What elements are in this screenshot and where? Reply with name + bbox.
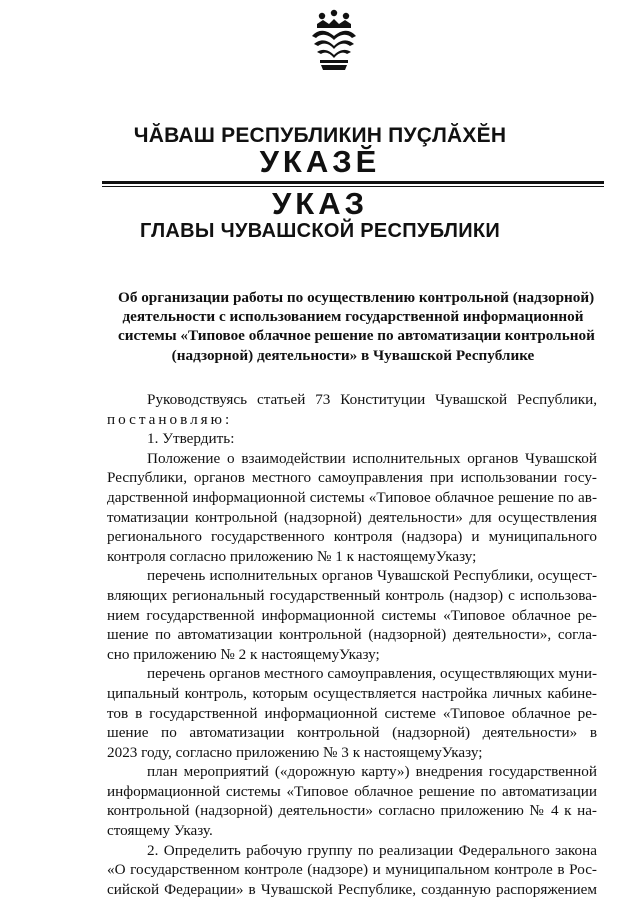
decree-title-line: (надзорной) деятельности» в Чувашской Республике — [171, 346, 535, 364]
body-line: информационной системы «Типовое облачное решение по автоматизации — [107, 782, 597, 800]
body-line: постановляю: — [107, 410, 233, 428]
body-line: вляющих региональный государственный контроль (надзор) с использова- — [107, 586, 597, 604]
body-line: ципальный контроль, которым осуществляется настройка личных кабине- — [107, 684, 597, 702]
header-chuvash-authority: ЧĂВАШ РЕСПУБЛИКИН ПУÇЛĂХĔН — [133, 124, 507, 147]
body-line: перечень органов местного самоуправления, осуществляющих муни- — [147, 665, 597, 683]
body-line: шение по автоматизации контрольной (надзорной) деятельности» в — [107, 724, 597, 742]
header-russian-authority: ГЛАВЫ ЧУВАШСКОЙ РЕСПУБЛИКИ — [139, 220, 501, 242]
body-line: контроля согласно приложению № 1 к настоящемуУказу; — [107, 547, 477, 565]
body-line: сийской Федерации» в Чувашской Республике, созданную распоряжением — [107, 880, 597, 898]
body-line: дарственной информационной системы «Типовое облачное решение по ав- — [107, 488, 597, 506]
body-line: сно приложению № 2 к настоящемуУказу; — [107, 645, 380, 663]
body-line: 1. Утвердить: — [147, 430, 235, 448]
body-line: план мероприятий («дорожную карту») внедрения государственной — [147, 763, 597, 781]
chuvash-emblem-icon — [309, 8, 359, 78]
body-line: томатизации контрольной (надзорной) деятельности» для осуществления — [107, 508, 597, 526]
body-line: контрольной (надзорной) деятельности» согласно приложению № 4 к на- — [107, 802, 597, 820]
decree-title-line: Об организации работы по осуществлению контрольной (надзорной) — [118, 289, 595, 306]
body-line: 2023 году, согласно приложению № 3 к настоящемуУказу; — [107, 743, 483, 761]
decree-body — [107, 390, 597, 899]
body-line: шение по автоматизации контрольной (надзорной) деятельности», согла- — [107, 626, 597, 644]
polozhenie-paragraph — [107, 449, 597, 567]
item-1-paragraph — [107, 429, 597, 449]
body-line: перечень исполнительных органов Чувашской Республики, осущест- — [147, 567, 597, 585]
body-line: регионального государственного контроля (надзора) и муниципального — [107, 528, 597, 546]
body-line: «О государственном контроле (надзоре) и муниципальном контроле в Рос- — [107, 861, 597, 879]
header-russian-decree: УКАЗ — [271, 186, 368, 221]
body-line: Положение о взаимодействии исполнительных органов Чувашской — [147, 449, 597, 467]
body-line: тов в государственной информационной системе «Типовое облачное ре- — [107, 704, 597, 722]
perechen-isp-paragraph — [107, 566, 597, 664]
decree-title — [118, 288, 595, 365]
decree-title-line: системы «Типовое облачное решение по автоматизации контрольной — [118, 327, 595, 345]
body-line: Руководствуясь статьей 73 Конституции Чувашской Республики, — [147, 391, 597, 408]
decree-title-line: деятельности с использованием государственной информационной — [122, 308, 584, 326]
plan-paragraph — [107, 762, 597, 840]
body-line: стоящему Указу. — [107, 822, 213, 840]
perechen-mest-paragraph — [107, 664, 597, 762]
preamble-paragraph — [107, 390, 597, 429]
item-2-paragraph — [107, 841, 597, 900]
body-line: Республики, органов местного самоуправления при использовании госу- — [107, 469, 597, 487]
header-divider-thick — [102, 181, 604, 184]
body-line: нием государственной информационной системы «Типовое облачное ре- — [107, 606, 597, 624]
header-chuvash-decree: УКАЗĔ — [259, 144, 381, 179]
body-line: 2. Определить рабочую группу по реализации Федерального закона — [147, 841, 597, 859]
